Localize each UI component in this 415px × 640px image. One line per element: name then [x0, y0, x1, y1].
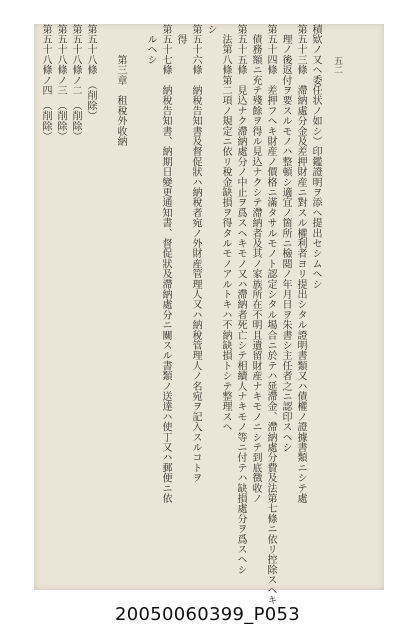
- text-line-1: 積欵ノ又ヘ委任状ノ如シ）印鑑證明ヲ添ヘ提出セシムヘシ: [310, 24, 321, 290]
- text-line-8: シ: [205, 24, 216, 35]
- chapter-heading: 第三章 租稅外收納: [115, 24, 126, 147]
- page-number: 五二: [332, 56, 342, 74]
- text-line-17: 第五十八條ノ二 （削除）: [70, 24, 81, 142]
- text-line-10: 得: [175, 24, 186, 45]
- text-line-16: 第五十八條 （削除）: [85, 24, 96, 121]
- text-line-5: 債務額ニ充テ殘餘ヲ得ル見込ナクシテ滯納者及其ノ家族所在不明且遺留財産ナキモノニシテ到底徴收ノ: [250, 24, 261, 504]
- text-line-19: 第五十八條ノ四 （削除）: [40, 24, 51, 142]
- text-line-11: 第五十七條 納稅告知書、納期日變更通知書、督促狀及滯納處分ニ關スル書類ノ送達ハ使丁又ハ郵便ニ依: [160, 24, 171, 504]
- text-line-2: 第五十三條 滯納處分金及差押財産ニ對スル權利者ヨリ提出シタル證明書類又ハ債權ノ證據書類ニシテ處: [295, 24, 306, 504]
- text-line-3: 理ノ後返付ヲ要スルモノハ整頓シ適宜ノ箇所ニ檢閲ノ年月日ヲ朱書シ主任者之ニ認印スヘシ: [280, 24, 291, 453]
- document-page: [34, 24, 384, 606]
- text-line-4: 第五十四條 差押フヘキ財産ノ價格ニ滿タサルモノト認定シタル場合ニ於テハ延滯金、滯納處分費及法第七條ニ依リ控除スヘキ: [265, 24, 276, 606]
- image-caption: 20050060399_P053: [115, 604, 300, 625]
- text-line-7: 法第八條第二項ノ規定ニ依リ稅金缺損ヲ得タルモノアルトキハ不納缺損トシテ整理スヘ: [220, 24, 231, 432]
- text-line-9: 第五十六條 納稅告知書及督促狀ハ納稅者宛ノ外財産管理人又ハ納稅管理人ノ名宛ヲ記入スルコトヲ: [190, 24, 201, 483]
- text-line-12: ルヘシ: [145, 24, 156, 65]
- text-line-6: 第五十五條 見込ナク滯納處分ノ中止ヲ爲スヘキモノ又ハ滯納者死亡シテ相續人ナキモノ等ニ付テハ缺損處分ヲ爲スヘシ: [235, 24, 246, 575]
- text-line-18: 第五十八條ノ三 （削除）: [55, 24, 66, 142]
